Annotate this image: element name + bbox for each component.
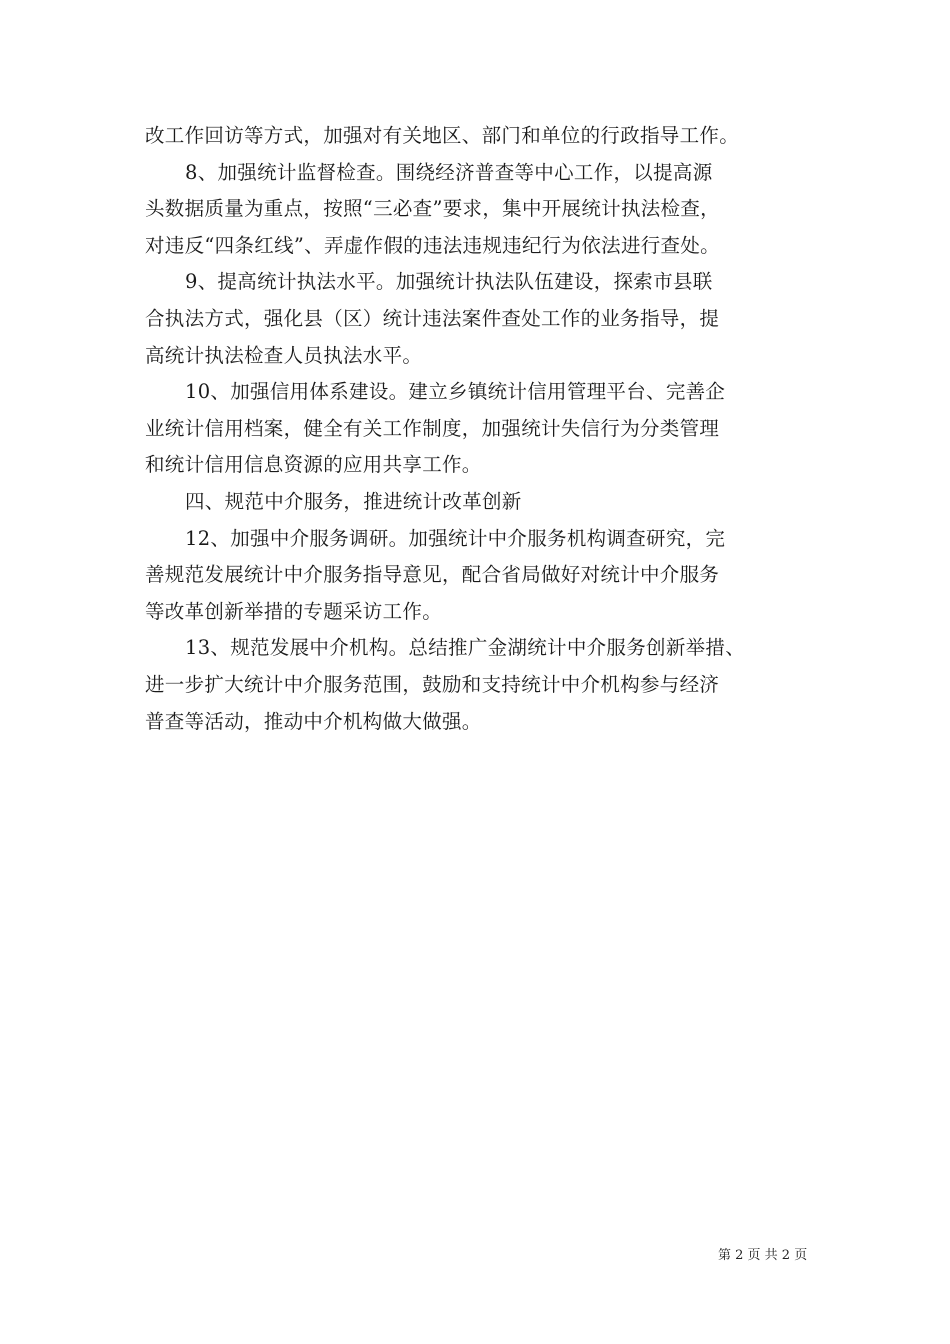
text-line: 高统计执法检查人员执法水平。 (145, 343, 423, 367)
text-line: 合执法方式，强化县（区）统计违法案件查处工作的业务指导，提 (145, 306, 720, 330)
text-line: 10、加强信用体系建设。建立乡镇统计信用管理平台、完善企 (185, 380, 726, 404)
text-line: 等改革创新举措的专题采访工作。 (145, 599, 443, 623)
text-line: 9、提高统计执法水平。加强统计执法队伍建设，探索市县联 (185, 270, 713, 294)
text-line: 8、加强统计监督检查。围绕经济普查等中心工作，以提高源 (185, 160, 713, 184)
text-line: 进一步扩大统计中介服务范围，鼓励和支持统计中介机构参与经济 (145, 672, 720, 696)
text-line: 普查等活动，推动中介机构做大做强。 (145, 709, 482, 733)
text-line: 头数据质量为重点，按照“三必查”要求，集中开展统计执法检查， (145, 197, 720, 221)
text-line: 和统计信用信息资源的应用共享工作。 (145, 453, 482, 477)
section-heading: 四、规范中介服务，推进统计改革创新 (185, 489, 522, 513)
body-text (145, 118, 809, 740)
document-body (145, 118, 809, 740)
page-number-footer: 第 2 页 共 2 页 (718, 1248, 808, 1263)
text-line: 善规范发展统计中介服务指导意见，配合省局做好对统计中介服务 (145, 563, 720, 587)
text-line: 改工作回访等方式，加强对有关地区、部门和单位的行政指导工作。 (145, 124, 740, 147)
text-line: 对违反“四条红线”、弄虚作假的违法违规违纪行为依法进行查处。 (145, 233, 720, 257)
text-line: 业统计信用档案，健全有关工作制度，加强统计失信行为分类管理 (145, 416, 720, 440)
text-line: 13、规范发展中介机构。总结推广金湖统计中介服务创新举措、 (185, 636, 746, 660)
text-line: 12、加强中介服务调研。加强统计中介服务机构调查研究，完 (185, 526, 726, 550)
